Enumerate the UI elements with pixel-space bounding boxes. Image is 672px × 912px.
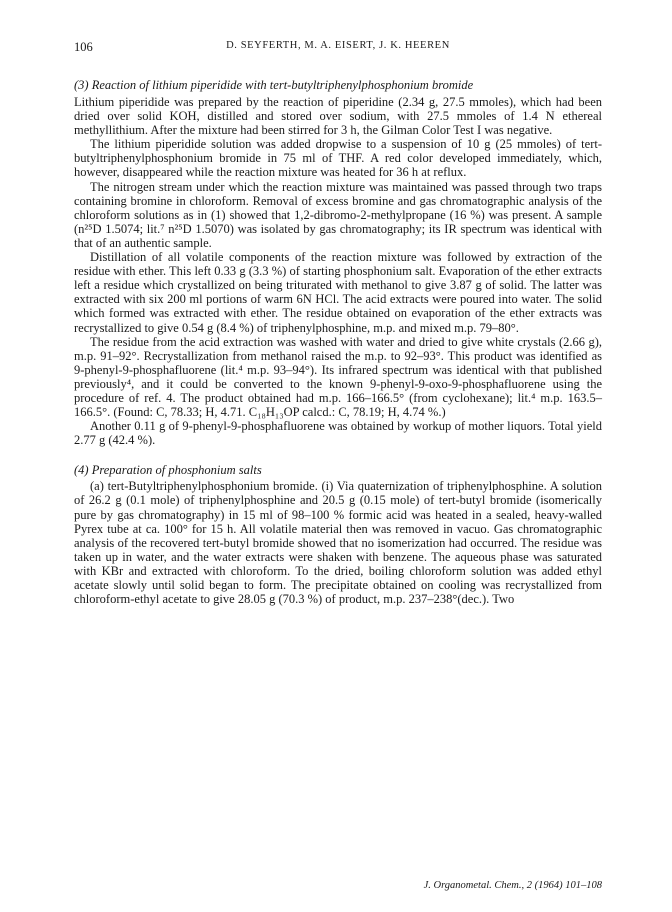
- paragraph: The nitrogen stream under which the reaction mixture was maintained was passed through two traps containing bromine in chloroform. Removal of excess bromine and gas chromatographic analysis of the chloroform solutions as in (1) showed that 1,2-dibromo-2-methylpropane (16 %) was present. A sample (n²⁵D 1.5074; lit.⁷ n²⁵D 1.5070) was isolated by gas chromatography; its IR spectrum was identical with that of an authentic sample.: [74, 179, 602, 250]
- page-number: 106: [74, 40, 93, 54]
- page-header: [74, 40, 602, 56]
- section-3-heading: (3) Reaction of lithium piperidide with tert-butyltriphenylphosphonium bromide: [74, 78, 474, 92]
- page-body: [74, 56, 602, 606]
- section-4-heading: (4) Preparation of phosphonium salts: [74, 463, 262, 478]
- running-head-authors: D. SEYFERTH, M. A. EISERT, J. K. HEEREN: [226, 40, 450, 51]
- paragraph: Another 0.11 g of 9-phenyl-9-phosphafluorene was obtained by workup of mother liquors. Total yield 2.77 g (42.4 %).: [74, 419, 602, 448]
- paragraph: The lithium piperidide solution was added dropwise to a suspension of 10 g (25 mmoles) of tert-butyltriphenylphosphonium bromide in 75 ml of THF. A red color developed immediately, which, however, disappeared while the reaction mixture was heated for 36 h at reflux.: [74, 137, 602, 180]
- journal-citation-footer: J. Organometal. Chem., 2 (1964) 101–108: [423, 880, 602, 891]
- paragraph: Lithium piperidide was prepared by the reaction of piperidine (2.34 g, 27.5 mmoles), which had been dried over solid KOH, distilled and stored over sodium, with 27.5 mmoles of 1.4 N ethereal methyllithium. After the mixture had been stirred for 3 h, the Gilman Color Test I was negative.: [74, 95, 602, 138]
- paragraph: (a) tert-Butyltriphenylphosphonium bromide. (i) Via quaternization of triphenylphosphine. A solution of 26.2 g (0.1 mole) of triphenylphosphine and 20.5 g (0.15 mole) of tert-butyl bromide (isomerically pure by gas chromatography) in 15 ml of 98–100 % formic acid was heated in a sealed, heavy-walled Pyrex tube at ca. 100° for 15 h. All volatile material then was removed in vacuo. Gas chromatographic analysis of the recovered tert-butyl bromide showed that no isomerization had occurred. The residue was taken up in water, and the water extracts were shaken with benzene. The aqueous phase was saturated with KBr and extracted with chloroform. To the dried, boiling chloroform solution was added ethyl acetate slowly until solid began to form. The precipitate obtained on cooling was recrystallized from chloroform-ethyl acetate to give 28.05 g (70.3 %) of product, m.p. 237–238°(dec.). Two: [74, 479, 602, 607]
- paragraph: Distillation of all volatile components of the reaction mixture was followed by extraction of the residue with ether. This left 0.33 g (3.3 %) of starting phosphonium salt. Evaporation of the ether extracts left a residue which crystallized on being triturated with methanol to give 3.87 g of solid. The latter was extracted with six 200 ml portions of warm 6N HCl. The acid extracts were poured into water. The solid which formed was extracted with ether. The residue obtained on evaporation of the ether extracts was recrystallized to give 0.54 g (8.4 %) of triphenylphosphine, m.p. and mixed m.p. 79–80°.: [74, 250, 602, 335]
- paragraph: The residue from the acid extraction was washed with water and dried to give white crystals (2.66 g), m.p. 91–92°. Recrystallization from methanol raised the m.p. to 92–93°. This product was identified as 9-phenyl-9-phosphafluorene (lit.⁴ m.p. 93–94°). Its infrared spectrum was identical with that published previously⁴, and it could be converted to the known 9-phenyl-9-oxo-9-phosphafluorene using the procedure of ref. 4. The product obtained had m.p. 166–166.5° (from cyclohexane); lit.⁴ m.p. 163.5–166.5°. (Found: C, 78.33; H, 4.71. C₁₈H₁₃OP calcd.: C, 78.19; H, 4.74 %.): [74, 334, 602, 420]
